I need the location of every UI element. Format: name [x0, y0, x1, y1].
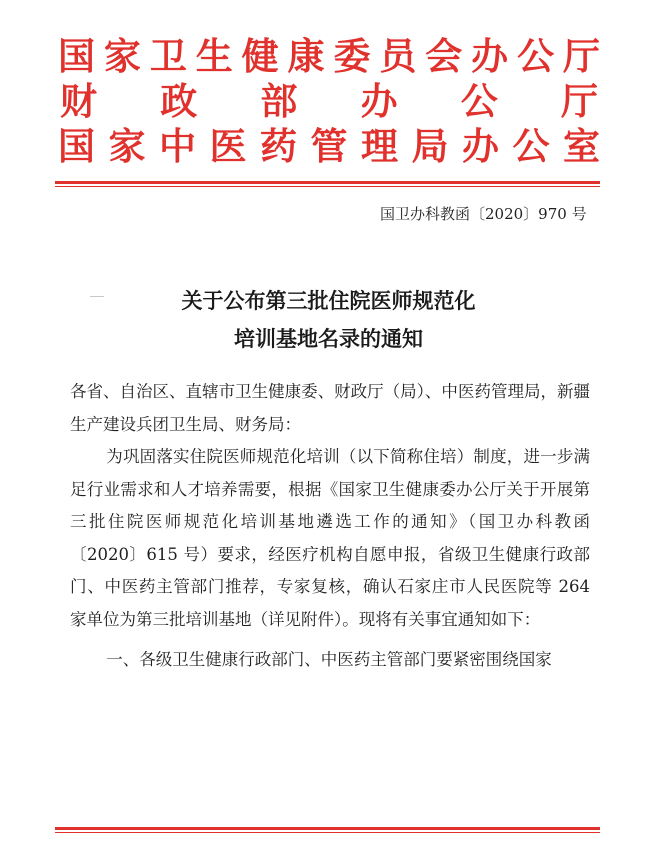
issuer-char: 室	[563, 124, 600, 168]
title-line-2: 培训基地名录的通知	[234, 327, 423, 351]
issuer-char: 家	[103, 34, 141, 78]
issuer-char: 办	[462, 124, 499, 168]
issuer-char: 药	[260, 124, 297, 168]
issuer-mof-office	[58, 79, 600, 124]
issuer-char: 委	[333, 34, 371, 78]
issuer-char: 公	[517, 34, 555, 78]
document-number: 国卫办科教函〔2020〕970 号	[380, 205, 587, 223]
issuer-char: 国	[58, 124, 95, 168]
issuer-char: 办	[471, 34, 509, 78]
issuer-char: 财	[60, 79, 97, 123]
issuer-char: 生	[195, 34, 233, 78]
issuer-char: 管	[310, 124, 348, 168]
body-paragraph-2: 一、各级卫生健康行政部门、中医药主管部门要紧密围绕国家	[106, 650, 552, 669]
issuer-char: 办	[360, 79, 398, 123]
issuing-agencies-header	[58, 34, 600, 169]
issuer-char: 厅	[560, 79, 598, 123]
issuer-char: 局	[411, 124, 449, 168]
issuer-char: 健	[241, 34, 279, 78]
issuer-char: 卫	[149, 34, 187, 78]
issuer-char: 员	[379, 34, 417, 78]
issuer-char: 康	[287, 34, 325, 78]
issuer-char: 理	[361, 124, 398, 168]
title-line-1: 关于公布第三批住院医师规范化	[181, 289, 476, 313]
document-title	[0, 282, 657, 358]
issuer-char: 会	[425, 34, 463, 78]
issuer-char: 政	[160, 79, 198, 123]
body-paragraph-1: 为巩固落实住院医师规范化培训（以下简称住培）制度，进一步满足行业需求和人才培养需要，根据《国家卫生健康委办公厅关于开展第三批住院医师规范化培训基地遴选工作的通知》（国卫办科教函〔2020〕615 号）要求，经医疗机构自愿申报，省级卫生健康行政部门、中医药主管部门推荐，专家复核，确认石家庄市人民医院等 264 家单位为第三批培训基地（详见附件）。现将有关事宜通知如下：	[70, 447, 590, 629]
issuer-nhc-office	[58, 34, 600, 79]
issuer-char: 家	[108, 124, 146, 168]
header-red-rule	[55, 181, 600, 187]
issuer-char: 部	[260, 79, 298, 123]
issuer-char: 公	[460, 79, 498, 123]
salutation: 各省、自治区、直辖市卫生健康委、财政厅（局）、中医药管理局，新疆生产建设兵团卫生局、财务局：	[70, 382, 590, 434]
issuer-tcm-office	[58, 124, 600, 169]
issuer-char: 国	[58, 34, 95, 78]
issuer-char: 医	[209, 124, 247, 168]
issuer-char: 中	[159, 124, 196, 168]
issuer-char: 公	[512, 124, 550, 168]
footer-red-rule	[55, 827, 600, 833]
document-body	[70, 376, 590, 677]
issuer-char: 厅	[562, 34, 600, 78]
